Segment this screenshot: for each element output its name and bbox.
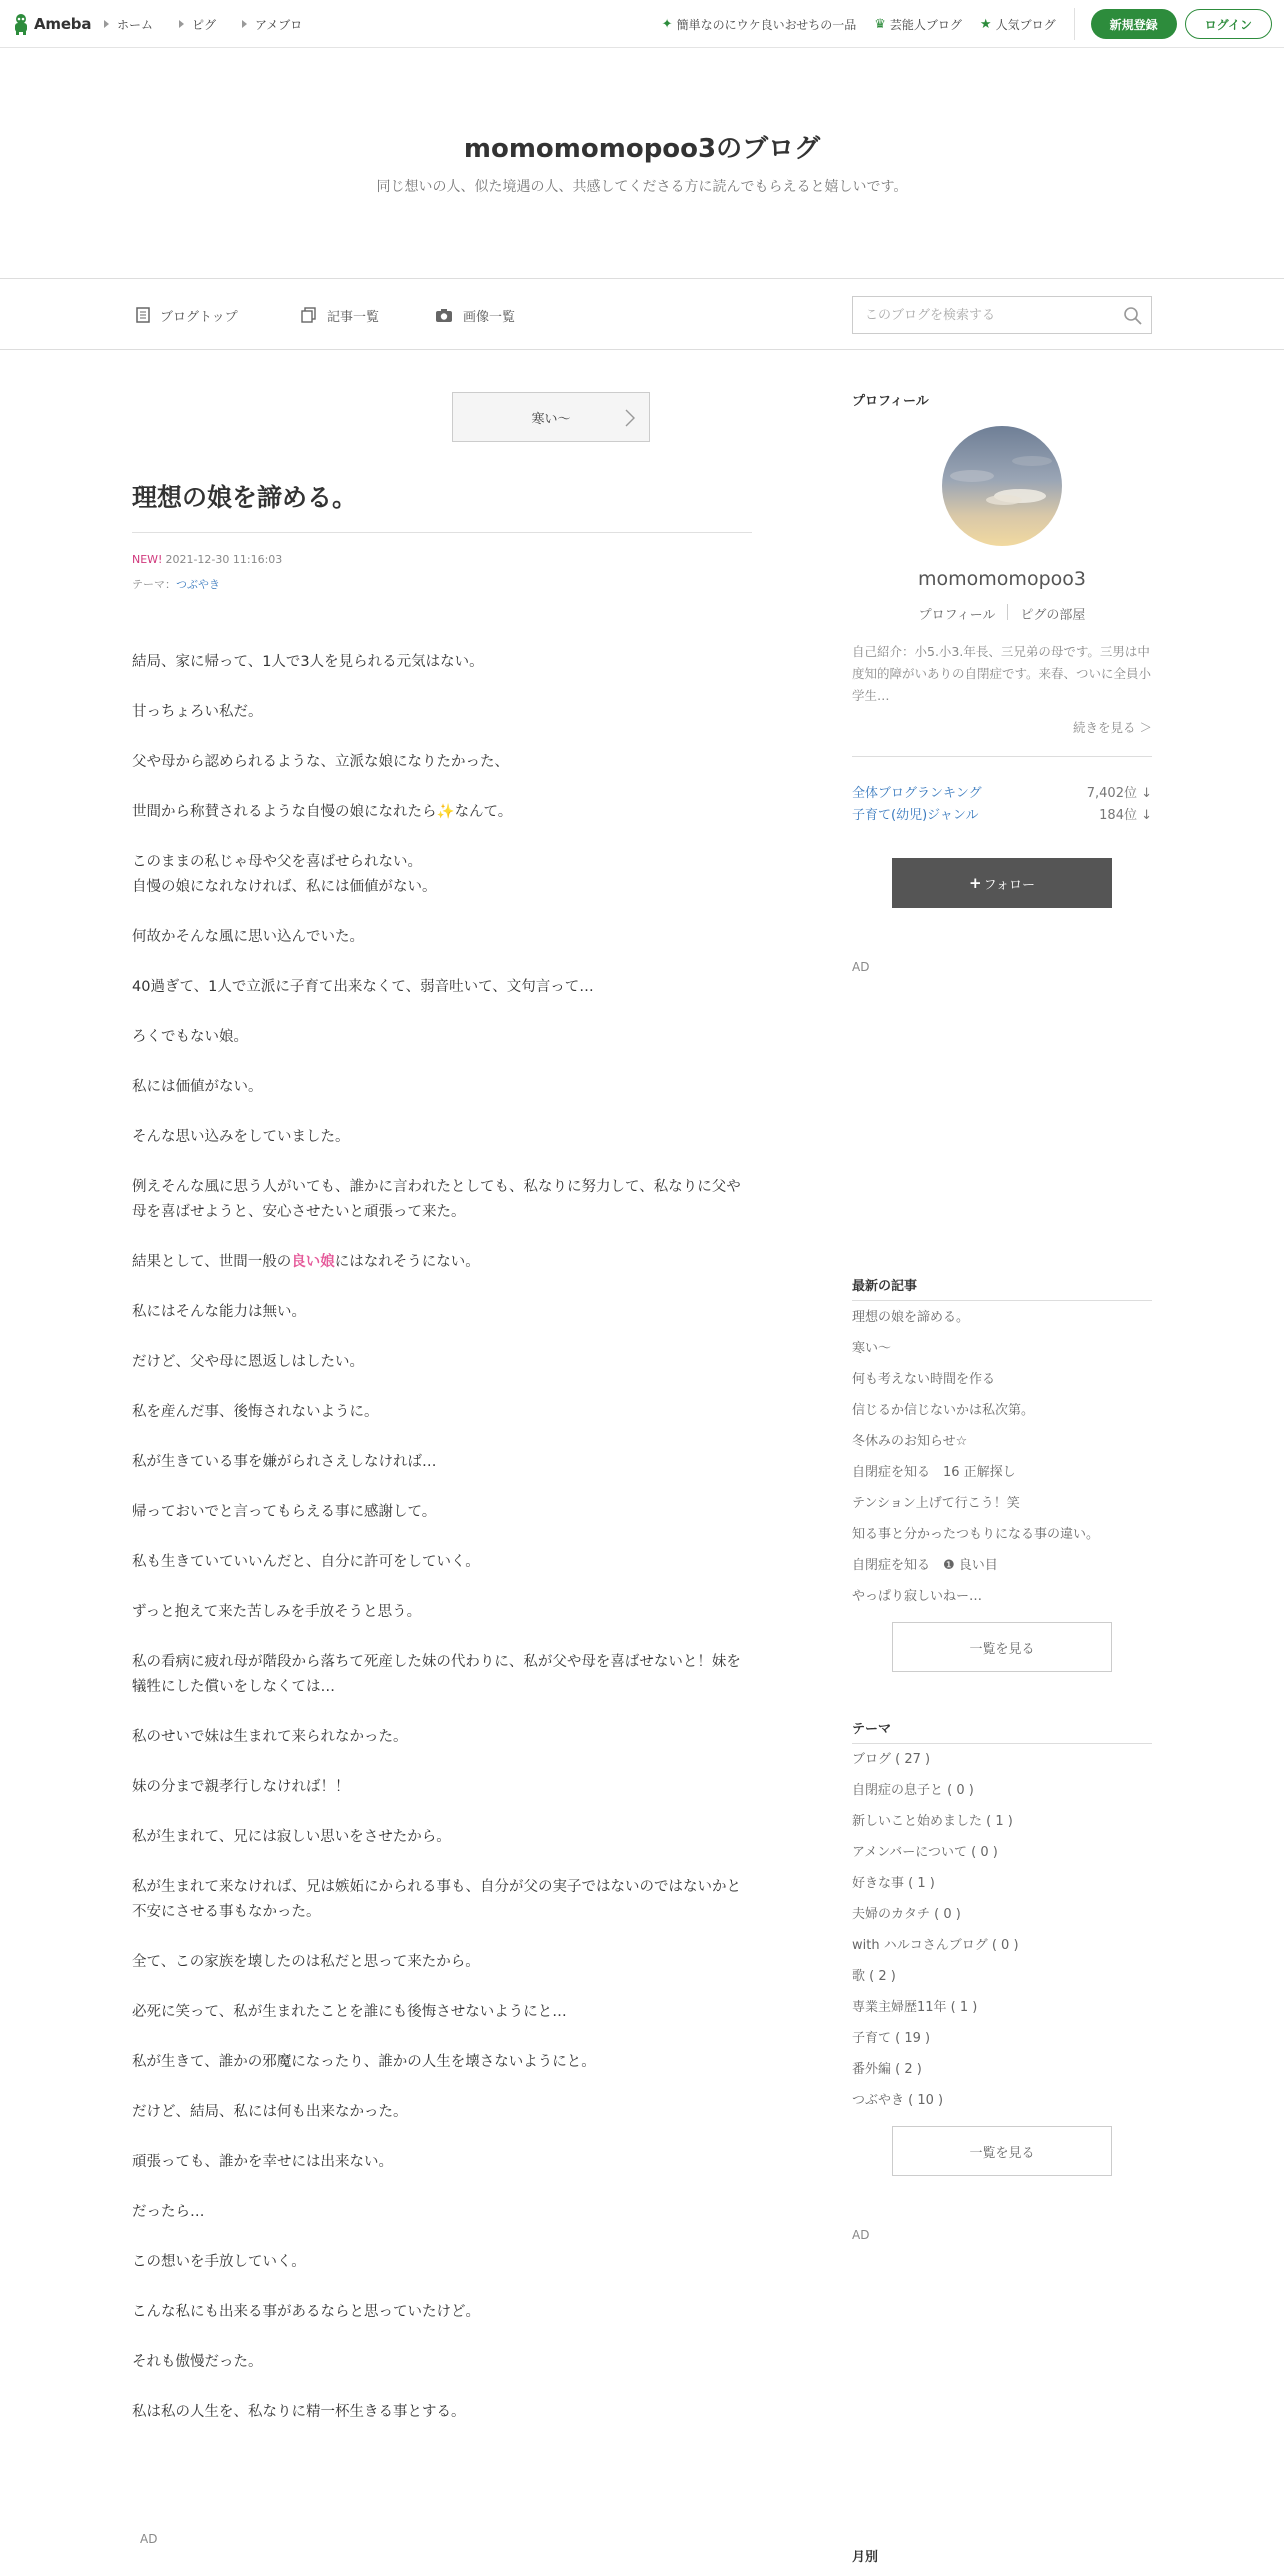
ameba-logo[interactable] <box>12 12 91 36</box>
theme-link[interactable]: 専業主婦歴11年 ( 1 ) <box>852 2000 978 2015</box>
monthly-heading: 月別 <box>852 2550 879 2565</box>
profile-link[interactable]: プロフィール <box>918 608 996 623</box>
search-icon[interactable] <box>1123 306 1143 326</box>
avatar-sky-image <box>942 426 1062 546</box>
read-more-link[interactable]: 続きを見る ＞ <box>1073 720 1152 735</box>
profile-links <box>852 604 1152 623</box>
entry-paragraph: そんな思い込みをしていました。 <box>132 1129 350 1145</box>
nav-link-ameblo[interactable]: アメブロ <box>242 16 302 33</box>
triangle-icon <box>242 20 247 28</box>
divider <box>852 1743 1152 1744</box>
entry-datetime: 2021-12-30 11:16:03 <box>165 553 283 566</box>
entry-paragraph: 私が生まれて、兄には寂しい思いをさせたから。 <box>132 1829 451 1845</box>
nav-link-home[interactable]: ホーム <box>104 16 153 33</box>
entry-paragraph: ずっと抱えて来た苦しみを手放そうと思う。 <box>132 1604 422 1620</box>
entry-paragraph: 父や母から認められるような、立派な娘になりたかった、 <box>132 754 509 770</box>
promo-link-osechi[interactable]: ✦ 簡単なのにウケ良いおせちの一品 <box>661 16 857 32</box>
recent-entry-link[interactable]: やっぱり寂しいねー… <box>852 1589 983 1604</box>
sparkles-icon: ✨ <box>436 804 455 820</box>
entry-paragraph: 私は私の人生を、私なりに精一杯生きる事とする。 <box>132 2404 466 2420</box>
recent-entry-link[interactable]: 何も考えない時間を作る <box>852 1372 996 1387</box>
entry-meta <box>132 553 282 566</box>
theme-link[interactable]: 自閉症の息子と ( 0 ) <box>852 1783 974 1798</box>
theme-link[interactable]: アメンバーについて ( 0 ) <box>852 1845 998 1860</box>
login-button[interactable]: ログイン <box>1185 9 1272 39</box>
recent-entry-link[interactable]: 自閉症を知る 16 正解探し <box>852 1465 1016 1480</box>
entry-paragraph: 私が生きている事を嫌がられさえしなければ… <box>132 1454 437 1470</box>
entry-paragraph: 私が生きて、誰かの邪魔になったり、誰かの人生を壊さないようにと。 <box>132 2054 596 2070</box>
entry-paragraph: 40過ぎて、1人で立派に子育て出来なくて、弱音吐いて、文句言って… <box>132 979 594 995</box>
recent-entry-link[interactable]: 信じるか信じないかは私次第。 <box>852 1403 1035 1418</box>
triangle-icon <box>104 20 109 28</box>
theme-link[interactable]: ブログ ( 27 ) <box>852 1752 931 1767</box>
recent-entry-link[interactable]: 自閉症を知る ❶ 良い目 <box>852 1558 998 1573</box>
entry-paragraph: 私の看病に疲れ母が階段から落ちて死産した妹の代わりに、私が父や母を喜ばせないと！妹を犠牲にした償いをしなくては… <box>132 1654 741 1695</box>
new-badge: NEW! <box>132 553 163 566</box>
tab-entry-list[interactable]: 記事一覧 <box>301 279 379 351</box>
blog-title[interactable]: momomomopoo3のブログ <box>463 134 821 164</box>
entry-paragraph: 結果として、世間一般の良い娘にはなれそうにない。 <box>132 1254 480 1270</box>
camera-icon <box>435 308 453 323</box>
recent-entry-link[interactable]: 冬休みのお知らせ☆ <box>852 1434 968 1449</box>
ameba-mascot-icon <box>12 13 30 35</box>
triangle-icon <box>179 20 184 28</box>
topnav-right <box>662 0 1272 48</box>
tab-blog-top[interactable]: ブログトップ <box>136 279 238 351</box>
profile-name[interactable]: momomomopoo3 <box>918 568 1086 590</box>
themes-list <box>852 1750 1152 2122</box>
recent-entry-link[interactable]: 理想の娘を諦める。 <box>852 1310 970 1325</box>
crown-icon: ♛ <box>874 16 886 32</box>
entry-paragraph: 私も生きていていいんだと、自分に許可をしていく。 <box>132 1554 480 1570</box>
entry-paragraph: 私のせいで妹は生まれて来られなかった。 <box>132 1729 408 1745</box>
search-input[interactable] <box>853 297 1113 333</box>
entry-paragraph: このままの私じゃ母や父を喜ばせられない。 自慢の娘になれなければ、私には価値がない。 <box>132 854 437 895</box>
theme-link[interactable]: つぶやき <box>176 578 220 591</box>
prev-entry-button[interactable]: 寒い〜 <box>452 392 650 442</box>
tab-image-list[interactable]: 画像一覧 <box>435 279 515 351</box>
entry-paragraph: だけど、結局、私には何も出来なかった。 <box>132 2104 408 2120</box>
entry-paragraph: 私には価値がない。 <box>132 1079 263 1095</box>
divider <box>132 532 752 533</box>
document-icon <box>136 307 150 323</box>
register-button[interactable]: 新規登録 <box>1091 9 1177 39</box>
logo-text: Ameba <box>34 15 92 33</box>
popular-blog-link[interactable]: ★ 人気ブログ <box>979 16 1056 32</box>
entry-paragraph: 頑張っても、誰かを幸せには出来ない。 <box>132 2154 393 2170</box>
chevron-right-icon <box>623 408 637 428</box>
recent-entry-link[interactable]: 寒い〜 <box>852 1341 892 1356</box>
theme-link[interactable]: 番外編 ( 2 ) <box>852 2062 922 2077</box>
plus-icon: + <box>969 874 982 892</box>
theme-link[interactable]: 歌 ( 2 ) <box>852 1969 896 1984</box>
highlighted-word: 良い娘 <box>291 1254 335 1270</box>
recent-entries-heading: 最新の記事 <box>852 1279 918 1294</box>
entry-paragraph: 必死に笑って、私が生まれたことを誰にも後悔させないようにと… <box>132 2004 567 2020</box>
avatar[interactable] <box>942 426 1062 546</box>
entry-paragraph: 私が生まれて来なければ、兄は嫉妬にかられる事も、自分が父の実子ではないのではないかと不安にさせる事もなかった。 <box>132 1879 741 1920</box>
ranking-overall[interactable]: 全体ブログランキング 7,402位 ↓ <box>852 786 1152 801</box>
recent-entries-more-button[interactable]: 一覧を見る <box>892 1622 1112 1672</box>
entry-paragraph: 世間から称賛されるような自慢の娘になれたら✨なんて。 <box>132 804 513 820</box>
entry-paragraph: 例えそんな風に思う人がいても、誰かに言われたとしても、私なりに努力して、私なりに父や母を喜ばせようと、安心させたいと頑張って来た。 <box>132 1179 741 1220</box>
themes-heading: テーマ <box>852 1722 892 1737</box>
follow-button[interactable]: + フォロー <box>892 858 1112 908</box>
entry-paragraph: 妹の分まで親孝行しなければ！！ <box>132 1779 350 1795</box>
entry-paragraph: 甘っちょろい私だ。 <box>132 704 263 720</box>
entry-paragraph: 私を産んだ事、後悔されないように。 <box>132 1404 379 1420</box>
entry-paragraph: 結局、家に帰って、1人で3人を見られる元気はない。 <box>132 654 484 670</box>
ad-label: AD <box>852 2228 870 2242</box>
theme-link[interactable]: つぶやき ( 10 ) <box>852 2093 944 2108</box>
entry-body <box>132 650 752 2450</box>
recent-entry-link[interactable]: テンション上げて行こう！笑 <box>852 1496 1020 1511</box>
nav-link-pigg[interactable]: ピグ <box>179 16 216 33</box>
entry-paragraph: 何故かそんな風に思い込んでいた。 <box>132 929 364 945</box>
sparkle-icon: ✦ <box>661 16 673 32</box>
entry-paragraph: 私にはそんな能力は無い。 <box>132 1304 306 1320</box>
entry-paragraph: 全て、この家族を壊したのは私だと思って来たから。 <box>132 1954 480 1970</box>
theme-link[interactable]: 夫婦のカタチ ( 0 ) <box>852 1907 961 1922</box>
global-links <box>104 0 328 48</box>
theme-link[interactable]: 好きな事 ( 1 ) <box>852 1876 935 1891</box>
entry-title[interactable]: 理想の娘を諦める。 <box>132 483 358 512</box>
ad-label: AD <box>140 2532 158 2546</box>
entry-paragraph: それも傲慢だった。 <box>132 2354 263 2370</box>
profile-intro: 自己紹介：小5.小3.年長、三兄弟の母です。三男は中度知的障がいありの自閉症です。来春、ついに全員小学生… <box>852 644 1152 703</box>
entry-paragraph: この想いを手放していく。 <box>132 2254 306 2270</box>
entry-theme: テーマ：つぶやき <box>132 578 220 591</box>
ranking-genre[interactable]: 子育て(幼児)ジャンル 184位 ↓ <box>852 808 1152 823</box>
divider <box>852 756 1152 757</box>
ad-label: AD <box>852 960 870 974</box>
blog-description: 同じ想いの人、似た境遇の人、共感してくださる方に読んでもらえると嬉しいです。 <box>376 179 908 195</box>
blog-subnav <box>0 278 1284 350</box>
entry-paragraph: こんな私にも出来る事があるならと思っていたけど。 <box>132 2304 480 2320</box>
divider <box>852 1300 1152 1301</box>
entry-paragraph: 帰っておいでと言ってもらえる事に感謝して。 <box>132 1504 437 1520</box>
entry-paragraph: ろくでもない娘。 <box>132 1029 248 1045</box>
theme-link[interactable]: 子育て ( 19 ) <box>852 2031 931 2046</box>
recent-entry-link[interactable]: 知る事と分かったつもりになる事の違い。 <box>852 1527 1100 1542</box>
recent-entries-list <box>852 1308 1152 1618</box>
pigg-room-link[interactable]: ピグの部屋 <box>1020 608 1086 623</box>
divider <box>1074 8 1075 40</box>
divider <box>1007 604 1008 620</box>
profile-heading: プロフィール <box>852 394 929 409</box>
theme-link[interactable]: 新しいこと始めました ( 1 ) <box>852 1814 1013 1829</box>
top-navigation <box>0 0 1284 48</box>
entry-paragraph: だけど、父や母に恩返しはしたい。 <box>132 1354 364 1370</box>
star-icon: ★ <box>979 16 992 32</box>
copy-icon <box>301 307 317 323</box>
blog-header <box>0 48 1284 278</box>
themes-more-button[interactable]: 一覧を見る <box>892 2126 1112 2176</box>
theme-link[interactable]: with ハルコさんブログ ( 0 ) <box>852 1938 1019 1953</box>
entry-paragraph: だったら… <box>132 2204 205 2220</box>
celebrity-blog-link[interactable]: ♛ 芸能人ブログ <box>874 16 962 32</box>
blog-search <box>852 296 1152 334</box>
